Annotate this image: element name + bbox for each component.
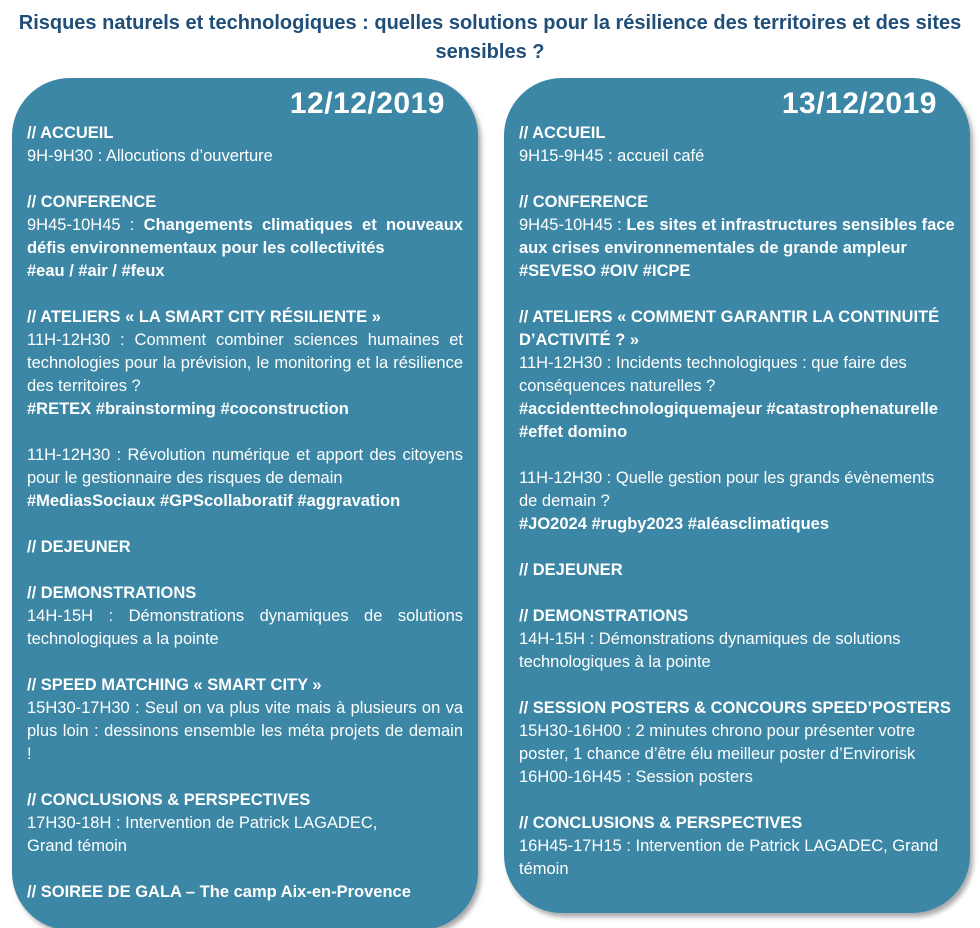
- section-header: // SOIREE DE GALA – The camp Aix-en-Provence: [27, 883, 411, 901]
- text-run: 9H45-10H45 :: [27, 216, 144, 234]
- section-header: // ATELIERS « COMMENT GARANTIR LA CONTINUITÉ D’ACTIVITÉ ? »: [519, 308, 940, 349]
- section-header: // CONCLUSIONS & PERSPECTIVES: [519, 814, 803, 832]
- day-card-12-12-2019: [12, 78, 478, 928]
- program-line: [519, 720, 955, 766]
- program-line: [27, 605, 463, 651]
- program-section: [519, 559, 955, 582]
- text-run: 15H30-17H30 : Seul on va plus vite mais à plusieurs on va plus loin : dessinons ensemble les méta projets de demain !: [27, 699, 463, 763]
- section-header: // SPEED MATCHING « SMART CITY »: [27, 676, 322, 694]
- section-header: // DEMONSTRATIONS: [519, 607, 689, 625]
- program-section: [27, 122, 463, 168]
- program-line: [27, 697, 463, 766]
- text-run: 11H-12H30 : Incidents technologiques : que faire des conséquences naturelles ?: [519, 354, 907, 395]
- program-block: [27, 697, 463, 766]
- program-line: [519, 352, 955, 398]
- program-line: [27, 260, 463, 283]
- program-section: [27, 674, 463, 766]
- day-cards: [0, 78, 980, 928]
- program-block: [27, 329, 463, 421]
- program-block: [519, 145, 955, 168]
- text-run: Les sites et infrastructures sensibles face aux crises environnementales de grande ampleur: [519, 216, 955, 257]
- program-block: [519, 720, 955, 789]
- day-date: 13/12/2019: [781, 87, 937, 120]
- program-line: [27, 490, 463, 513]
- text-run: #MediasSociaux #GPScollaboratif #aggravation: [27, 492, 401, 510]
- program-section: [519, 191, 955, 283]
- text-run: 11H-12H30 : Quelle gestion pour les grands évènements de demain ?: [519, 469, 935, 510]
- program-block: [519, 835, 955, 881]
- program-line: [519, 766, 955, 789]
- program-line: [27, 214, 463, 260]
- text-run: 17H30-18H : Intervention de Patrick LAGADEC,: [27, 814, 378, 832]
- program-block: [27, 145, 463, 168]
- text-run: 9H15-9H45 : accueil café: [519, 147, 705, 165]
- text-run: Changements climatiques et nouveaux défis environnementaux pour les collectivités: [27, 216, 463, 257]
- program-line: [519, 214, 955, 260]
- program-line: [519, 145, 955, 168]
- program-block: [27, 812, 463, 858]
- section-header: // DEMONSTRATIONS: [27, 584, 197, 602]
- text-run: 14H-15H : Démonstrations dynamiques de solutions technologiques a la pointe: [27, 607, 463, 648]
- program-line: [27, 812, 463, 835]
- text-run: 11H-12H30 : Révolution numérique et apport des citoyens pour le gestionnaire des risques de demain: [27, 446, 463, 487]
- program-section: [27, 582, 463, 651]
- section-header: // ACCUEIL: [519, 124, 606, 142]
- section-header: // DEJEUNER: [519, 561, 623, 579]
- program-line: [519, 835, 955, 881]
- day-date: 12/12/2019: [289, 87, 445, 120]
- section-header: // DEJEUNER: [27, 538, 131, 556]
- program-section: [519, 605, 955, 674]
- program-block: [519, 214, 955, 283]
- section-header: // CONFERENCE: [519, 193, 649, 211]
- text-run: 11H-12H30 : Comment combiner sciences humaines et technologies pour la prévision, le monitoring et la résilience des territoires ?: [27, 331, 463, 395]
- text-run: #RETEX #brainstorming #coconstruction: [27, 400, 349, 418]
- program-section: [519, 697, 955, 789]
- program-line: [519, 398, 955, 444]
- program-line: [27, 145, 463, 168]
- text-run: #JO2024 #rugby2023 #aléasclimatiques: [519, 515, 830, 533]
- program-block: [27, 605, 463, 651]
- program-flyer: [0, 9, 980, 928]
- program-section: [27, 789, 463, 858]
- section-header: // ATELIERS « LA SMART CITY RÉSILIENTE »: [27, 308, 381, 326]
- program-section: [519, 122, 955, 168]
- program-section: [27, 306, 463, 513]
- program-line: [27, 835, 463, 858]
- text-run: 9H45-10H45 :: [519, 216, 627, 234]
- text-run: 16H45-17H15 : Intervention de Patrick LAGADEC, Grand témoin: [519, 837, 939, 878]
- text-run: 15H30-16H00 : 2 minutes chrono pour présenter votre poster, 1 chance d’être élu meilleur poster d’Envirorisk: [519, 722, 916, 763]
- program-section: [27, 536, 463, 559]
- program-line: [519, 513, 955, 536]
- section-header: // ACCUEIL: [27, 124, 114, 142]
- program-section: [27, 881, 463, 904]
- program-section: [519, 306, 955, 536]
- program-block: [27, 214, 463, 283]
- day-card-13-12-2019: [504, 78, 970, 913]
- text-run: #eau / #air / #feux: [27, 262, 165, 280]
- section-header: // SESSION POSTERS & CONCOURS SPEED’POSTERS: [519, 699, 951, 717]
- program-line: [27, 329, 463, 398]
- text-run: 16H00-16H45 : Session posters: [519, 768, 753, 786]
- text-run: 14H-15H : Démonstrations dynamiques de solutions technologiques à la pointe: [519, 630, 901, 671]
- program-line: [27, 398, 463, 421]
- text-run: 9H-9H30 : Allocutions d’ouverture: [27, 147, 273, 165]
- text-run: #accidenttechnologiquemajeur #catastrophenaturelle #effet domino: [519, 400, 939, 441]
- program-line: [519, 467, 955, 513]
- section-header: // CONCLUSIONS & PERSPECTIVES: [27, 791, 311, 809]
- program-line: [27, 444, 463, 490]
- program-line: [519, 628, 955, 674]
- text-run: Grand témoin: [27, 837, 127, 855]
- program-section: [27, 191, 463, 283]
- program-section: [519, 812, 955, 881]
- program-line: [519, 260, 955, 283]
- program-block: [519, 628, 955, 674]
- section-header: // CONFERENCE: [27, 193, 157, 211]
- program-block: [519, 352, 955, 444]
- page-title: Risques naturels et technologiques : quelles solutions pour la résilience des territoires et des sites sensibles ?: [18, 12, 962, 63]
- program-block: [27, 444, 463, 513]
- program-block: [519, 467, 955, 536]
- text-run: #SEVESO #OIV #ICPE: [519, 262, 691, 280]
